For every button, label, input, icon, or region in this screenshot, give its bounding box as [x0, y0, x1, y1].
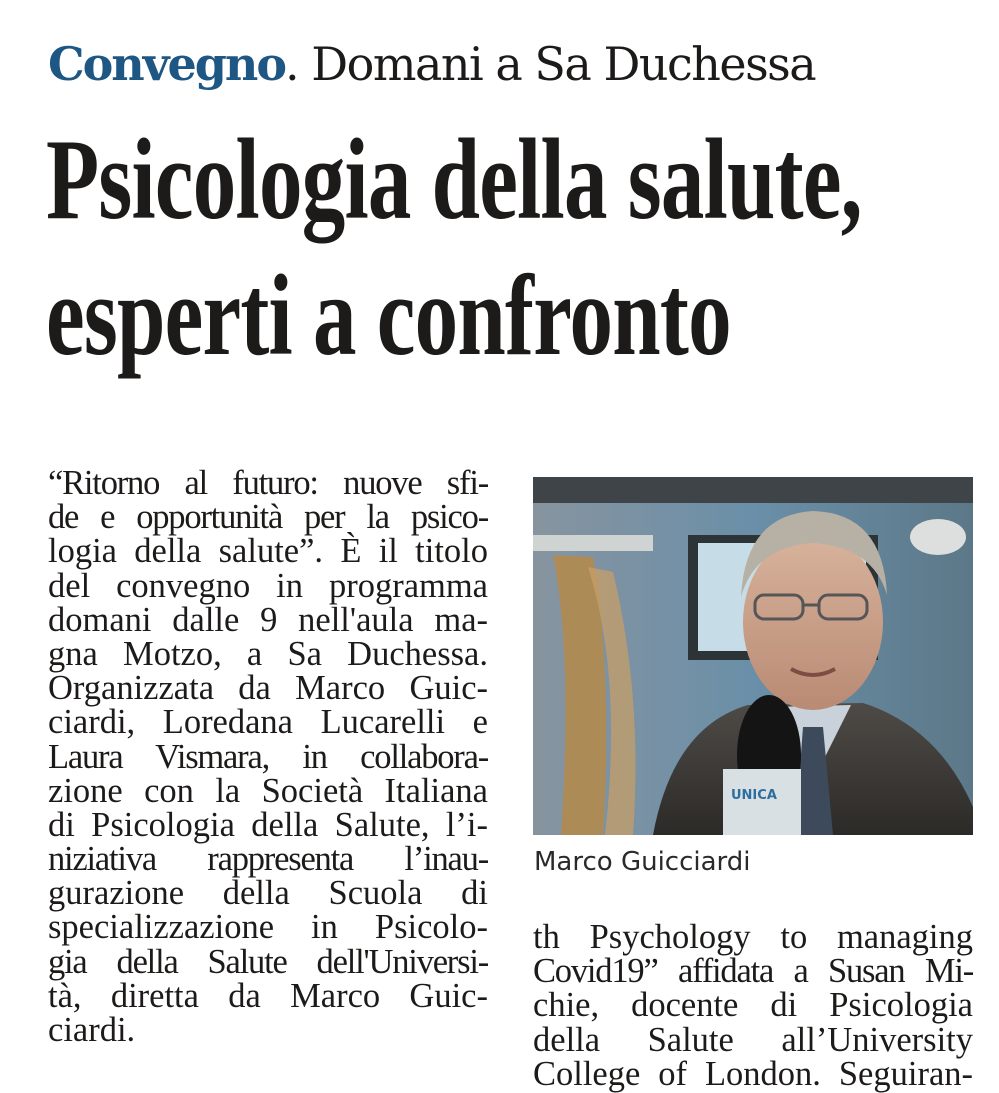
body-line: domani dalle 9 nell'aula ma- — [48, 600, 488, 639]
body-line: ciardi. — [48, 1011, 136, 1049]
body-line: del convegno in programma — [48, 566, 488, 605]
headline — [46, 112, 862, 384]
photo-caption: Marco Guicciardi — [534, 847, 751, 877]
body-line: specializzazione in Psicolo- — [48, 908, 488, 947]
body-line: logia della salute”. È il titolo — [48, 532, 488, 571]
body-line: zione con la Società Italiana — [48, 771, 488, 810]
mic-label: UNICA — [731, 788, 777, 803]
body-line: Organizzata da Marco Guic- — [48, 669, 488, 708]
photo — [533, 477, 973, 835]
portrait-photo — [533, 477, 973, 835]
body-line: gia della Salute dell'Universi- — [48, 942, 488, 981]
article-column-left — [48, 466, 488, 1047]
headline-line-1: Psicologia della salute, — [46, 116, 862, 244]
body-line: ciardi, Loredana Lucarelli e — [48, 703, 488, 742]
body-line: niziativa rappresenta l’inau- — [48, 840, 488, 879]
kicker-subtitle: . Domani a Sa Duchessa — [285, 37, 816, 91]
body-line: th Psychology to managing — [533, 918, 973, 956]
body-line: Covid19” affidata a Susan Mi- — [533, 952, 973, 991]
article-column-right — [533, 920, 973, 1091]
headline-line-2: esperti a confronto — [46, 252, 731, 380]
body-line: gurazione della Scuola di — [48, 874, 488, 913]
body-line: di Psicologia della Salute, l’i- — [48, 805, 488, 844]
body-line: chie, docente di Psicologia — [533, 986, 973, 1025]
body-line: “Ritorno al futuro: nuove sfi- — [48, 464, 488, 502]
kicker-label: Convegno — [48, 37, 286, 91]
kicker — [48, 34, 815, 94]
body-line: gna Motzo, a Sa Duchessa. — [48, 634, 488, 673]
body-line: Laura Vismara, in collabora- — [48, 737, 488, 776]
body-line: tà, diretta da Marco Guic- — [48, 976, 488, 1015]
body-line: della Salute all’University — [533, 1020, 973, 1059]
body-line: de e opportunità per la psico- — [48, 498, 488, 537]
body-line: College of London. Seguiran- — [533, 1054, 973, 1093]
